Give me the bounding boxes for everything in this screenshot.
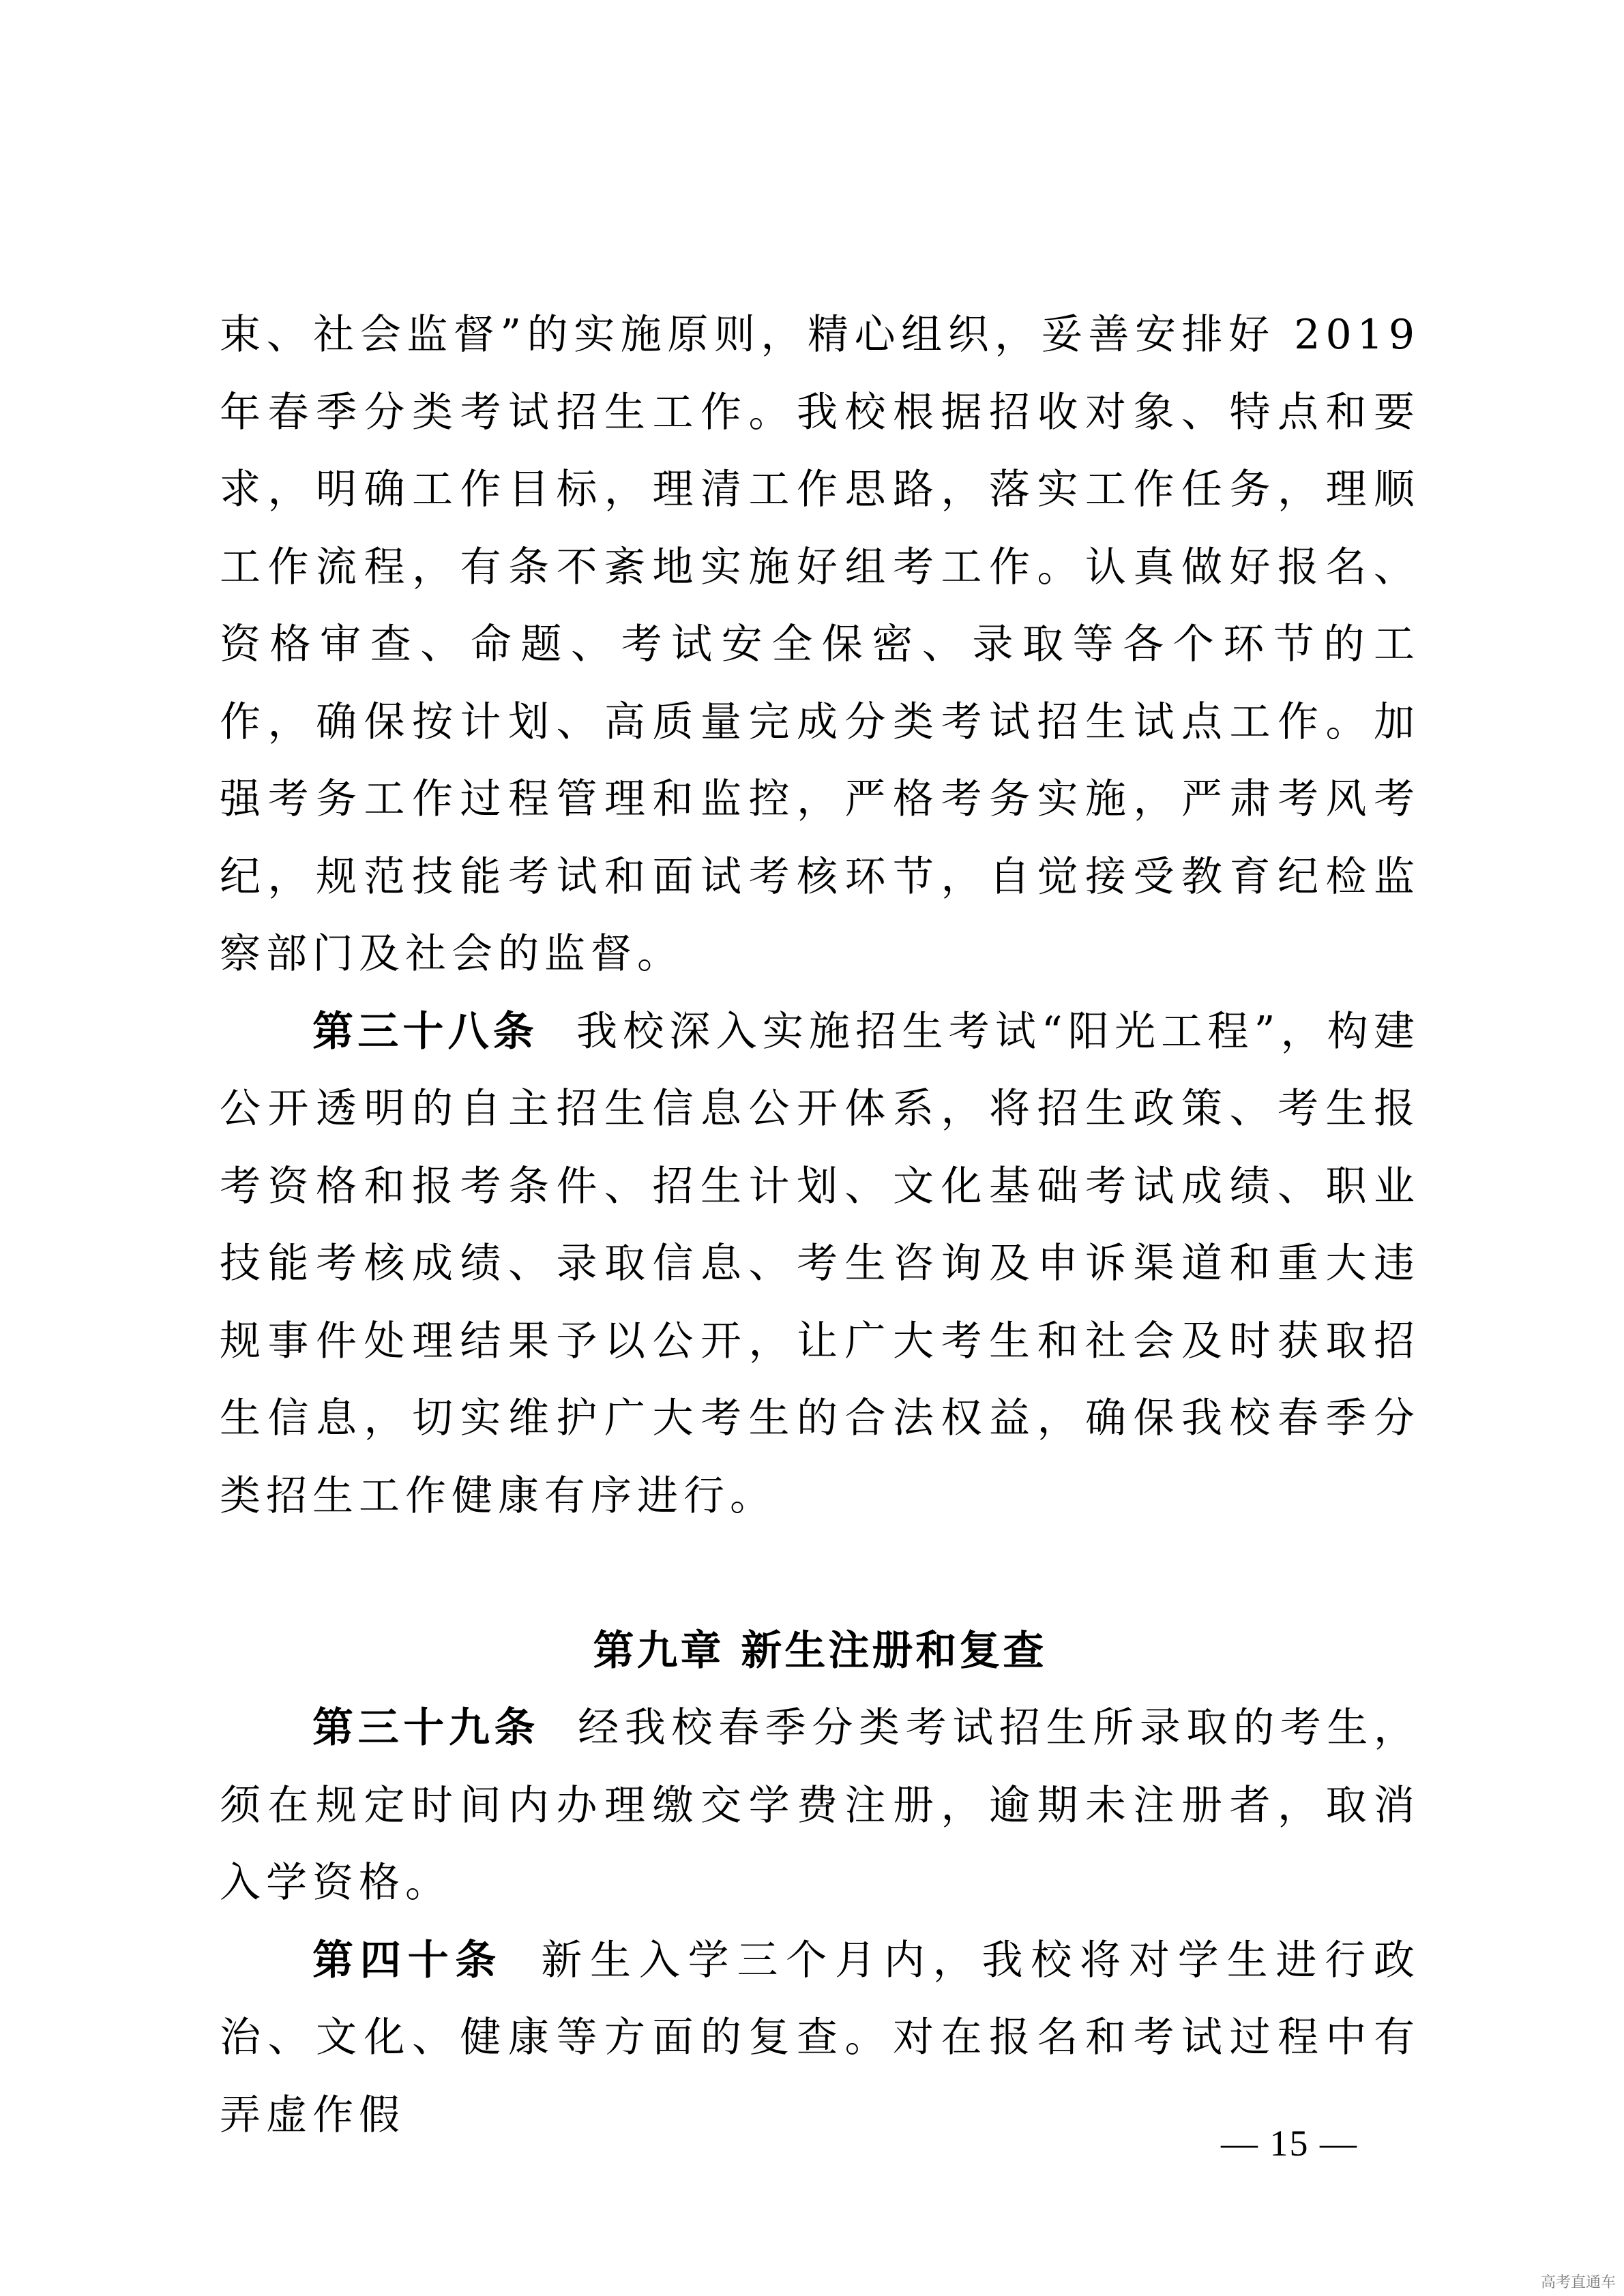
article-39: [220, 1690, 1420, 1922]
article-40: [220, 1922, 1420, 2155]
paragraph-text: 束、社会监督”的实施原则，精心组织，妥善安排好 2019 年春季分类考试招生工作。我校根据招收对象、特点和要求，明确工作目标，理清工作思路，落实工作任务，理顺工作流程，有条不紊地实施好组考工作。认真做好报名、资格审查、命题、考试安全保密、录取等各个环节的工作，确保按计划、高质量完成分类考试招生试点工作。加强考务工作过程管理和监控，严格考务实施，严肃考风考纪，规范技能考试和面试考核环节，自觉接受教育纪检监察部门及社会的监督。: [220, 311, 1420, 978]
article-number: 第三十八条: [312, 1007, 539, 1056]
chapter-title: 第九章 新生注册和复查: [593, 1626, 1047, 1675]
body-text: [220, 297, 1420, 2154]
paragraph-text: 我校深入实施招生考试“阳光工程”，构建公开透明的自主招生信息公开体系，将招生政策、考生报考资格和报考条件、招生计划、文化基础考试成绩、职业技能考核成绩、录取信息、考生咨询及申诉渠道和重大违规事件处理结果予以公开，让广大考生和社会及时获取招生信息，切实维护广大考生的合法权益，确保我校春季分类招生工作健康有序进行。: [220, 1007, 1420, 1520]
article-38: [220, 994, 1420, 1536]
paragraph-text: 新生入学三个月内，我校将对学生进行政治、文化、健康等方面的复查。对在报名和考试过程中有弄虚作假: [220, 1936, 1421, 2139]
page-number: — 15 —: [1221, 2123, 1358, 2164]
article-number: 第三十九条: [312, 1704, 540, 1752]
article-number: 第四十条: [312, 1936, 503, 1984]
paragraph-text: 经我校春季分类考试招生所录取的考生，须在规定时间内办理缴交学费注册，逾期未注册者，取消入学资格。: [220, 1704, 1421, 1907]
watermark-text: 高考直通车: [1540, 2274, 1616, 2291]
paragraph-continuation: [220, 297, 1420, 994]
